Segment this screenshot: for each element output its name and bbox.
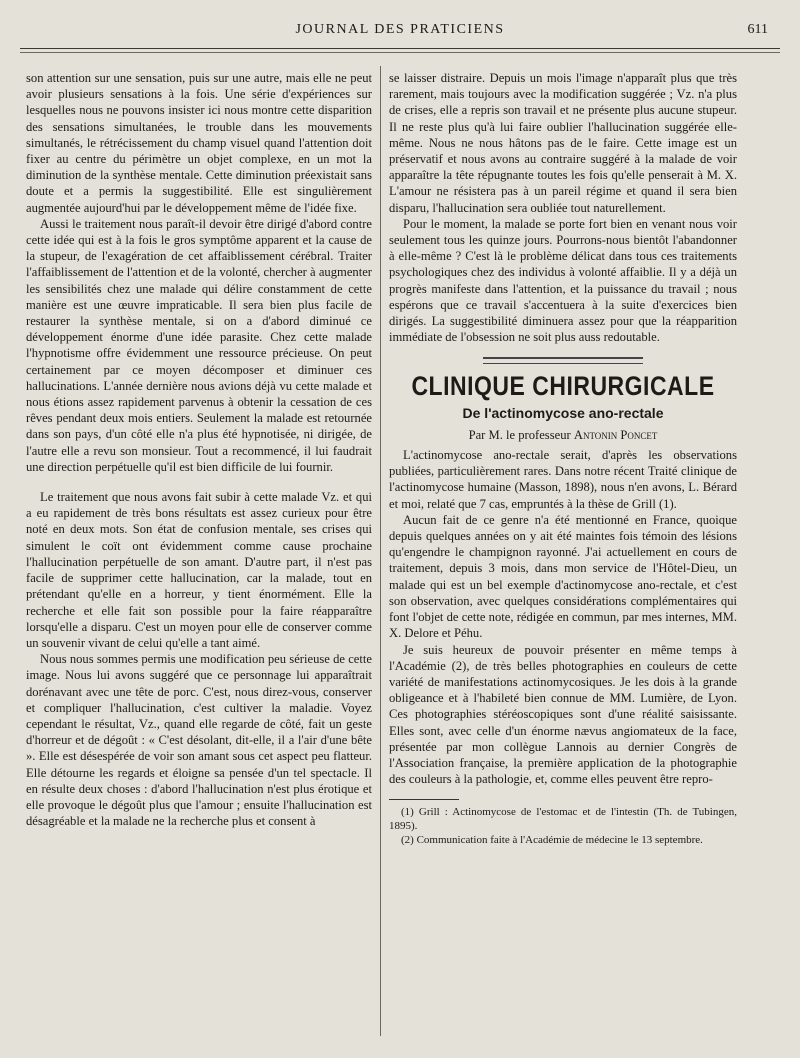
section-separator: [483, 357, 643, 364]
byline-prefix: Par M. le professeur: [468, 427, 571, 442]
running-header: [20, 18, 780, 49]
article-title: De l'actinomycose ano-rectale: [462, 404, 664, 421]
byline: [389, 427, 737, 443]
footnote: (1) Grill : Actinomycose de l'estomac et de l'intestin (Th. de Tubingen, 1895).: [389, 806, 737, 832]
byline-author: Antonin Poncet: [573, 427, 658, 442]
footnotes: [389, 806, 737, 847]
paragraph: se laisser distraire. Depuis un mois l'image n'apparaît plus que très rarement, mais toujours avec la modification suggérée ; Vz. n'a plus de crises, elle a repris son travail et ne présente plus aucune stupeur. Il ne reste plus qu'à lui faire oublier l'hallucination suggérée elle-même. Nous ne nous hâtons pas de le faire. Cette image est un préservatif et nous avons au contraire suggéré à la malade de voir apparaître la tête répugnante toutes les fois qu'elle penserait à M. X. L'amour ne résistera pas à un pareil régime et quand il sera bien disparu, l'hallucination sera oubliée tout naturellement.: [389, 71, 737, 215]
header-rule: [20, 52, 780, 53]
column-divider: [380, 66, 381, 1036]
paragraph: Je suis heureux de pouvoir présenter en même temps à l'Académie (2), de très belles photographies en couleurs de cette variété de manifestations actinomycosiques. Je les dois à la grande obligeance et à l'habileté bien connue de MM. Lumière, de Lyon. Ces photographies stéréoscopiques sont d'une réalité saisissante. Elles sont, avec celle d'un énorme nævus angiomateux de la face, présentée par mon collègue Lannois au dernier Congrès de l'Association française, la première application de la photographie des couleurs à la pathologie, et, comme elles peuvent être repro-: [389, 642, 737, 787]
footnote-rule: [389, 799, 459, 800]
footnote: (2) Communication faite à l'Académie de médecine le 13 septembre.: [401, 833, 703, 846]
paragraph: L'actinomycose ano-rectale serait, d'après les observations publiées, particulièrement rares. Dans notre récent Traité clinique de l'actinomycose humaine (Masson, 1898), nous n'en avons, L. Bérard et moi, relaté que 7 cas, empruntés à la thèse de Grill (1).: [389, 448, 737, 511]
paragraph: Nous nous sommes permis une modification peu sérieuse de cette image. Nous lui avons suggéré que ce personnage lui apparaîtrait dorénavant avec une tête de porc. C'est, nous direz-vous, conserver et compliquer l'hallucination, c'est cultiver la maladie. Voyez cependant le résultat, Vz., quand elle regarde de côté, fait un geste d'horreur et de dégoût : « C'est désolant, dit-elle, il a l'air d'une bête ». Elle est désespérée de voir son amant sous cet aspect peu flatteur. Elle détourne les regards et éloigne sa pensée d'un tel spectacle. Il en résulte deux choses : d'abord l'hallucination n'est plus érotique et elle provoque le dégoût plus que l'amour ; ensuite l'hallucination est désagréable et la malade ne la recherche plus et consent à: [26, 652, 372, 829]
right-column: [389, 70, 737, 847]
journal-title: JOURNAL DES PRATICIENS: [295, 22, 505, 37]
left-column: [26, 70, 372, 829]
paragraph: Pour le moment, la malade se porte fort bien en venant nous voir seulement tous les quinze jours. Pourrons-nous bientôt l'abandonner à elle-même ? C'est là le problème délicat dans tous ces traitements psychologiques chez des individus à volonté affaiblie. Il y a déjà un progrès manifeste dans l'attention, et la puissance du travail ; nous espérons que ce travail s'accentuera à la suite d'exercices bien dirigés. La suggestibilité diminuera assez pour que la réapparition immédiate de l'obsession ne soit plus auss redoutable.: [389, 216, 737, 345]
paragraph: Aucun fait de ce genre n'a été mentionné en France, quoique depuis quelques années on y ait été maintes fois témoin des lésions qu'engendre le champignon rayonné. J'ai actuellement en cours de traitement, depuis 3 mois, dans mon service de l'Hôtel-Dieu, un malade qui est un bel exemple d'actinomycose ano-rectale, et c'est son observation, avec quelques considérations complémentaires qui font l'objet de cette note, rédigée en commun, par mes internes, MM. X. Delore et Péhu.: [389, 512, 737, 641]
page-number: 611: [747, 22, 768, 37]
section-title: CLINIQUE CHIRURGICALE: [411, 371, 715, 402]
paragraph: Aussi le traitement nous paraît-il devoir être dirigé d'abord contre cette idée qui est à la fois le gros symptôme apparent et la cause de la stupeur, de l'exagération de cet affaiblissement cérébral. Traiter l'affaiblissement de l'attention et de la volonté, chercher à augmenter les sensibilités chez une malade qui délire constamment de cette manière est une œuvre impraticable. Il sera bien plus facile de restaurer la synthèse mentale, si on a d'abord diminué ce développement énorme d'une idée parasite. Chez cette malade l'hypnotisme offre évidemment une ressource précieuse. On peut certainement par ce moyen décomposer et diminuer ces hallucinations. L'année dernière nous avions déjà vu cette malade et nous étions assez rapidement parvenus à obtenir la cessation de ces rêves pendant deux mois entiers. Seulement la malade est retournée dans son pays, d'un côté elle n'a plus été hypnotisée, ni dirigée, de l'autre elle a revu son monsieur. Tout a recommencé, il lui faudrait une direction perpétuelle qu'il est bien difficile de lui fournir.: [26, 216, 372, 474]
paragraph: Le traitement que nous avons fait subir à cette malade Vz. et qui a eu rapidement de très bons résultats est assez curieux pour être noté en deux mots. Son état de confusion mentale, ses crises qui simulent le coït ont évidemment comme cause prochaine l'hallucination perpétuelle de son amant. D'autre part, il n'est pas facile de supprimer cette hallucination, car la malade, tout en prétendant qu'elle en a horreur, y tient énormément. Elle la recherche et elle fait son possible pour la faire réapparaître lorsqu'elle a disparu. C'est un moyen pour elle de conserver comme un souvenir vivant de celui qu'elle a tant aimé.: [26, 490, 372, 650]
paragraph: son attention sur une sensation, puis sur une autre, mais elle ne peut avoir plusieurs sensations à la fois. Une série d'expériences sur lesquelles nous ne pouvons insister ici nous montre cette disparition des sensations simultanées, le trouble dans les mouvements simultanés, le rétrécissement du champ visuel quand l'attention doit fixer au centre du périmètre un objet complexe, en un mot la diminution de la synthèse mentale. Cette diminution préexistait sans doute et a permis la suggestibilité. Elle est singulièrement augmentée aujourd'hui par le développement même de l'idée fixe.: [26, 71, 372, 215]
